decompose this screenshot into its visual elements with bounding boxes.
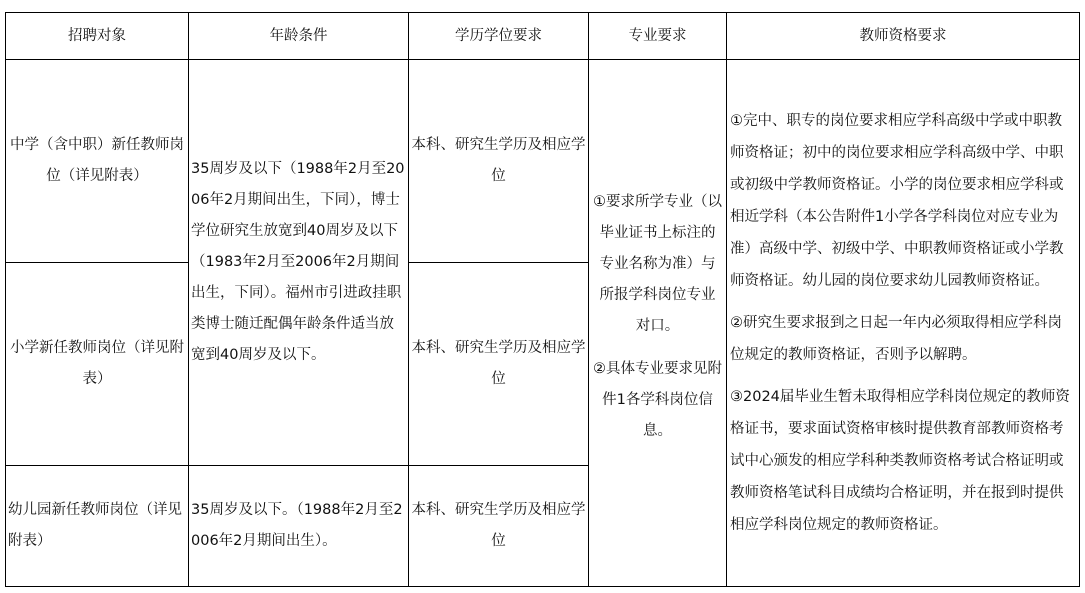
- age-shared-cell: 35周岁及以下（1988年2月至2006年2月期间出生，下同），博士学位研究生放宽到40周岁及以下（1983年2月至2006年2月期间出生，下同）。福州市引进政挂职类博士随迁配偶年龄条件适当放宽到40周岁及以下。: [189, 60, 409, 466]
- major-requirements-cell: [589, 60, 727, 587]
- table-header-row: [6, 13, 1080, 60]
- target-middle-school: 中学（含中职）新任教师岗位（详见附表）: [6, 60, 189, 263]
- qualification-item-3: ③2024届毕业生暂未取得相应学科岗位规定的教师资格证书，要求面试资格审核时提供教育部教师资格考试中心颁发的相应学科种类教师资格考试合格证明或教师资格笔试科目成绩均合格证明，并在报到时提供相应学科岗位规定的教师资格证。: [730, 389, 1070, 533]
- qualification-item-2: ②研究生要求报到之日起一年内必须取得相应学科岗位规定的教师资格证，否则予以解聘。: [730, 315, 1062, 363]
- recruitment-requirements-table: [5, 12, 1080, 587]
- education-middle-school: 本科、研究生学历及相应学位: [409, 60, 589, 263]
- header-education: 学历学位要求: [409, 13, 589, 60]
- header-age: 年龄条件: [189, 13, 409, 60]
- major-item-2: ②具体专业要求见附件1各学科岗位信息。: [593, 361, 722, 439]
- header-major: 专业要求: [589, 13, 727, 60]
- age-kindergarten: 35周岁及以下。（1988年2月至2006年2月期间出生）。: [189, 466, 409, 587]
- table-row: [6, 60, 1080, 263]
- qualification-item-1: ①完中、职专的岗位要求相应学科高级中学或中职教师资格证；初中的岗位要求相应学科高级中学、中职或初级中学教师资格证。小学的岗位要求相应学科或相近学科（本公告附件1小学各学科岗位对应专业为准）高级中学、初级中学、中职教师资格证或小学教师资格证。幼儿园的岗位要求幼儿园教师资格证。: [730, 113, 1064, 289]
- qualification-requirements-cell: [727, 60, 1080, 587]
- header-target: 招聘对象: [6, 13, 189, 60]
- education-kindergarten: 本科、研究生学历及相应学位: [409, 466, 589, 587]
- target-kindergarten: 幼儿园新任教师岗位（详见附表）: [6, 466, 189, 587]
- major-item-1: ①要求所学专业（以毕业证书上标注的专业名称为准）与所报学科岗位专业对口。: [593, 194, 722, 334]
- header-qualification: 教师资格要求: [727, 13, 1080, 60]
- education-primary-school: 本科、研究生学历及相应学位: [409, 263, 589, 466]
- target-primary-school: 小学新任教师岗位（详见附表）: [6, 263, 189, 466]
